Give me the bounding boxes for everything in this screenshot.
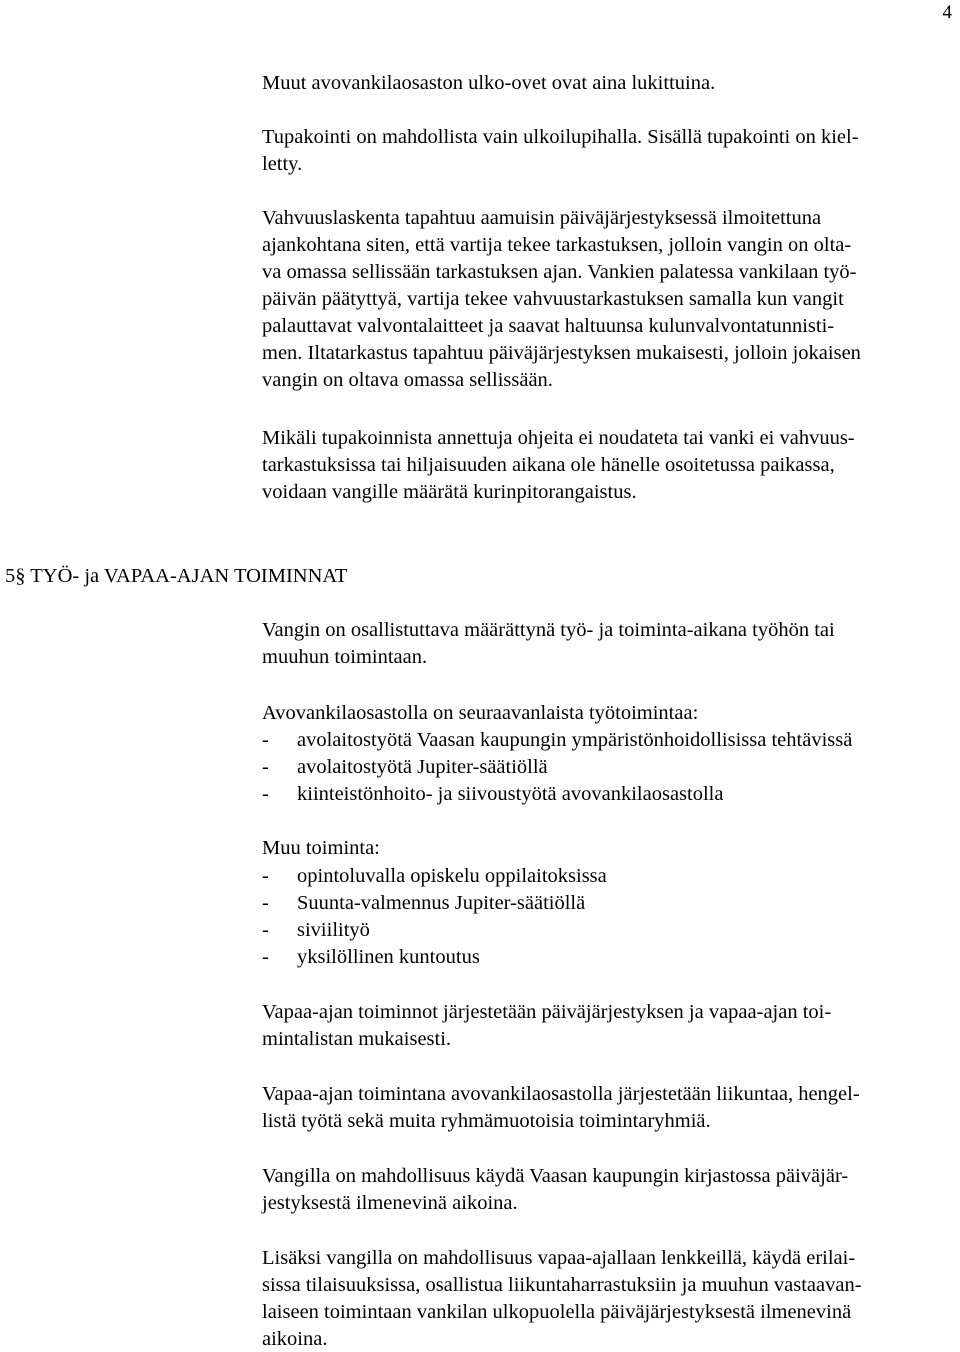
text-line: tarkastuksissa tai hiljaisuuden aikana ole hänelle osoitetussa paikassa, (262, 454, 835, 476)
page-number: 4 (942, 2, 952, 23)
text-line: jestyksestä ilmenevinä aikoina. (262, 1192, 518, 1214)
text-line: Vapaa-ajan toimintana avovankilaosastolla järjestetään liikuntaa, hengel- (262, 1083, 860, 1105)
list-intro: Avovankilaosastolla on seuraavanlaista työtoimintaa: (262, 702, 699, 724)
section-heading: 5§ TYÖ- ja VAPAA-AJAN TOIMINNAT (5, 565, 348, 587)
list-item-text: kiinteistönhoito- ja siivoustyötä avovankilaosastolla (297, 783, 724, 805)
bullet-dash: - (262, 919, 269, 941)
text-line: laiseen toimintaan vankilan ulkopuolella päiväjärjestyksestä ilmenevinä (262, 1301, 852, 1323)
text-line: mintalistan mukaisesti. (262, 1028, 452, 1050)
text-line: listä työtä sekä muita ryhmämuotoisia toimintaryhmiä. (262, 1110, 711, 1132)
text-line: Tupakointi on mahdollista vain ulkoilupihalla. Sisällä tupakointi on kiel- (262, 126, 859, 148)
text-line: letty. (262, 153, 303, 175)
list-intro: Muu toiminta: (262, 837, 380, 859)
text-line: päivän päätyttyä, vartija tekee vahvuustarkastuksen samalla kun vangit (262, 288, 844, 310)
list-item-text: siviilityö (297, 919, 370, 941)
list-item-text: opintoluvalla opiskelu oppilaitoksissa (297, 865, 607, 887)
text-line: Vangin on osallistuttava määrättynä työ- ja toiminta-aikana työhön tai (262, 619, 835, 641)
list-item-text: avolaitostyötä Jupiter-säätiöllä (297, 756, 548, 778)
text-line: muuhun toimintaan. (262, 646, 428, 668)
text-line: Vangilla on mahdollisuus käydä Vaasan kaupungin kirjastossa päiväjär- (262, 1165, 849, 1187)
list-item (262, 730, 852, 751)
bullet-dash: - (262, 892, 269, 914)
list-item-text: yksilöllinen kuntoutus (297, 946, 480, 968)
bullet-dash: - (262, 729, 269, 751)
bullet-dash: - (262, 783, 269, 805)
text-line: Muut avovankilaosaston ulko-ovet ovat aina lukittuina. (262, 72, 716, 94)
list-item (262, 784, 723, 805)
text-line: men. Iltatarkastus tapahtuu päiväjärjestyksen mukaisesti, jolloin jokaisen (262, 342, 861, 364)
bullet-dash: - (262, 946, 269, 968)
text-line: Lisäksi vangilla on mahdollisuus vapaa-ajallaan lenkkeillä, käydä erilai- (262, 1247, 856, 1269)
text-line: voidaan vangille määrätä kurinpitorangaistus. (262, 481, 637, 503)
list-item-text: avolaitostyötä Vaasan kaupungin ympäristönhoidollisissa tehtävissä (297, 729, 853, 751)
text-line: ajankohtana siten, että vartija tekee tarkastuksen, jolloin vangin on olta- (262, 234, 852, 256)
text-line: Vapaa-ajan toiminnot järjestetään päiväjärjestyksen ja vapaa-ajan toi- (262, 1001, 832, 1023)
list-item-text: Suunta-valmennus Jupiter-säätiöllä (297, 892, 586, 914)
text-line: sissa tilaisuuksissa, osallistua liikuntaharrastuksiin ja muuhun vastaavan- (262, 1274, 862, 1296)
text-line: aikoina. (262, 1328, 328, 1350)
bullet-dash: - (262, 756, 269, 778)
list-item (262, 757, 548, 778)
list-item (262, 893, 585, 914)
text-line: vangin on oltava omassa sellissään. (262, 369, 553, 391)
text-line: va omassa sellissään tarkastuksen ajan. Vankien palatessa vankilaan työ- (262, 261, 857, 283)
list-item (262, 866, 607, 887)
list-item (262, 920, 370, 941)
list-item (262, 947, 480, 968)
bullet-dash: - (262, 865, 269, 887)
text-line: Vahvuuslaskenta tapahtuu aamuisin päiväjärjestyksessä ilmoitettuna (262, 207, 822, 229)
text-line: Mikäli tupakoinnista annettuja ohjeita ei noudateta tai vanki ei vahvuus- (262, 427, 855, 449)
text-line: palauttavat valvontalaitteet ja saavat haltuunsa kulunvalvontatunnisti- (262, 315, 835, 337)
